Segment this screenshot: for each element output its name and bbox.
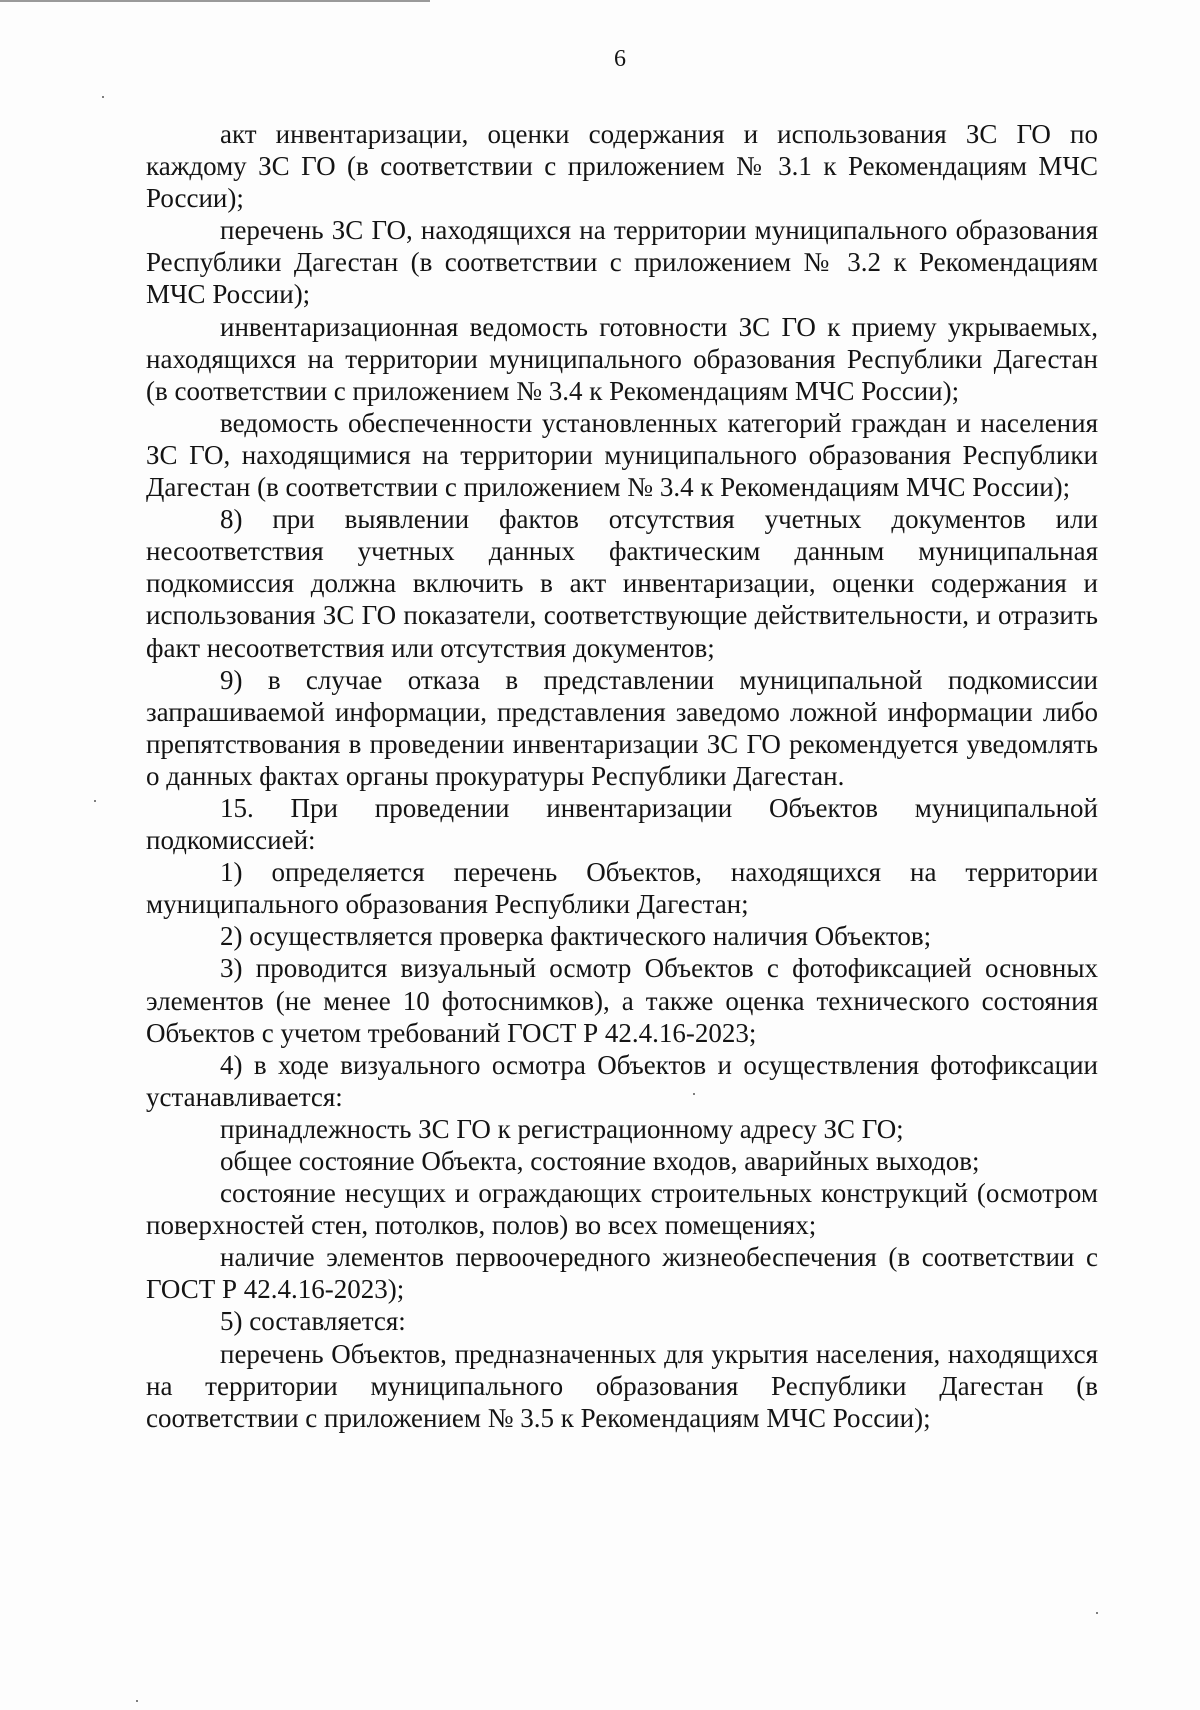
paragraph: инвентаризационная ведомость готовности ЗС ГО к приему укрываемых, находящихся на территории муниципального образования Республики Дагестан (в соответствии с приложением № 3.4 к Рекомендациям МЧС России); (146, 311, 1098, 406)
paragraph: принадлежность ЗС ГО к регистрационному адресу ЗС ГО; (220, 1113, 904, 1144)
paragraph: перечень ЗС ГО, находящихся на территории муниципального образования Республики Дагестан (в соответствии с приложением № 3.2 к Рекомендациям МЧС России); (146, 215, 1098, 310)
body-text (146, 118, 1098, 1434)
paragraph: состояние несущих и ограждающих строительных конструкций (осмотром поверхностей стен, потолков, полов) во всех помещениях; (146, 1178, 1098, 1241)
paragraph: 9) в случае отказа в представлении муниципальной подкомиссии запрашиваемой информации, представления заведомо ложной информации либо препятствования в проведении инвентаризации ЗС ГО рекомендуется уведомлять о данных фактах органы прокуратуры Республики Дагестан. (146, 664, 1098, 791)
paragraph: 1) определяется перечень Объектов, находящихся на территории муниципального образования Республики Дагестан; (146, 857, 1098, 920)
scan-speck (94, 800, 96, 802)
paragraph: наличие элементов первоочередного жизнеобеспечения (в соответствии с ГОСТ Р 42.4.16-2023); (146, 1242, 1098, 1305)
page-number: 6 (614, 46, 626, 72)
paragraph: акт инвентаризации, оценки содержания и использования ЗС ГО по каждому ЗС ГО (в соответствии с приложением № 3.1 к Рекомендациям МЧС России); (146, 119, 1098, 214)
scan-speck (136, 1700, 138, 1702)
paragraph: общее состояние Объекта, состояние входов, аварийных выходов; (220, 1146, 980, 1176)
scan-speck (1096, 1612, 1098, 1614)
paragraph: ведомость обеспеченности установленных категорий граждан и населения ЗС ГО, находящимися на территории муниципального образования Республики Дагестан (в соответствии с приложением № 3.4 к Рекомендациям МЧС России); (146, 407, 1098, 503)
scan-speck (102, 96, 104, 98)
paragraph: 4) в ходе визуального осмотра Объектов и осуществления фотофиксации устанавливается: (146, 1049, 1098, 1112)
scan-edge-line (0, 0, 430, 2)
paragraph: 3) проводится визуальный осмотр Объектов с фотофиксацией основных элементов (не менее 10 фотоснимков), а также оценка технического состояния Объектов с учетом требований ГОСТ Р 42.4.16-2023; (146, 953, 1098, 1048)
paragraph: 5) составляется: (220, 1306, 406, 1337)
paragraph: 8) при выявлении фактов отсутствия учетных документов или несоответствия учетных данных фактическим данным муниципальная подкомиссия должна включить в акт инвентаризации, оценки содержания и использования ЗС ГО показатели, соответствующие действительности, и отразить факт несоответствия или отсутствия документов; (146, 504, 1098, 663)
paragraph: перечень Объектов, предназначенных для укрытия населения, находящихся на территории муниципального образования Республики Дагестан (в соответствии с приложением № 3.5 к Рекомендациям МЧС России); (146, 1338, 1098, 1433)
paragraph: 15. При проведении инвентаризации Объектов муниципальной подкомиссией: (146, 792, 1098, 856)
paragraph: 2) осуществляется проверка фактического наличия Объектов; (220, 921, 932, 952)
